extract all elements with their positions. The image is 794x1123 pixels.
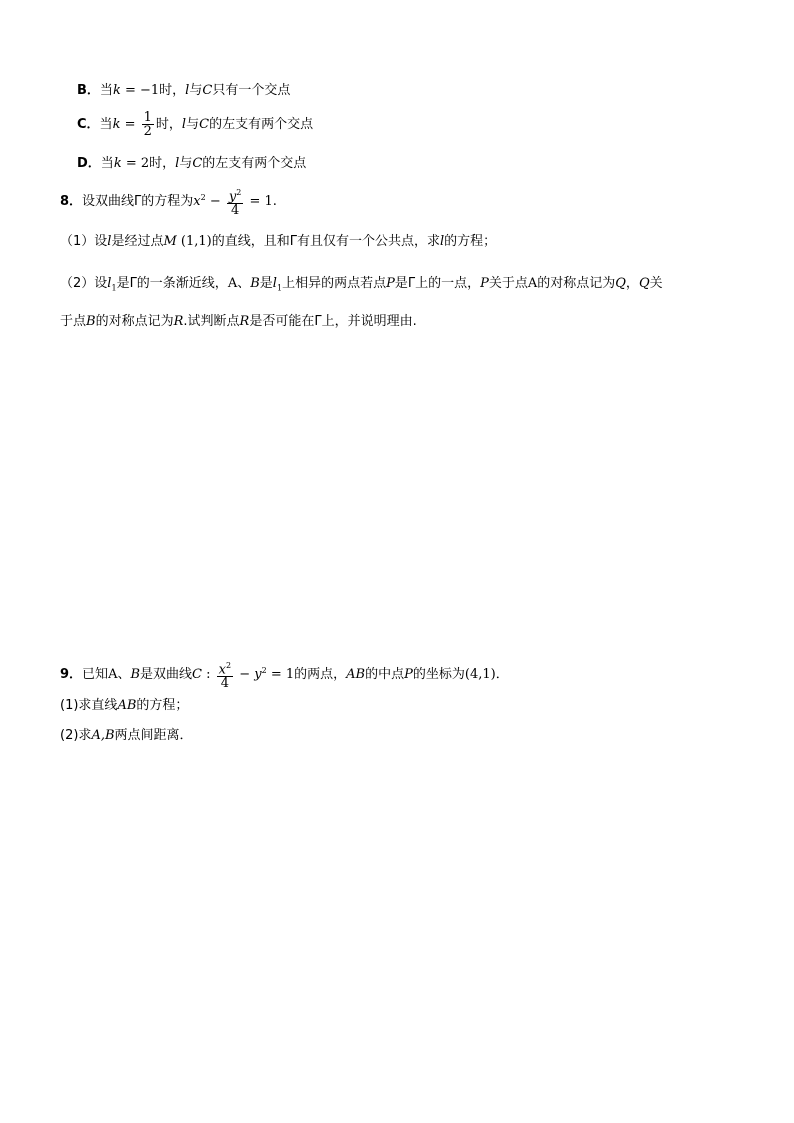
text: 是双曲线 bbox=[140, 667, 193, 683]
question-number: 8． bbox=[60, 194, 83, 210]
option-d-label: D． bbox=[77, 156, 101, 171]
math-exp: 2 bbox=[226, 661, 232, 670]
frac-num: 1 bbox=[143, 110, 152, 125]
part-label: (1) bbox=[60, 698, 79, 713]
math-eq: = −1 bbox=[120, 83, 160, 98]
math-r: R bbox=[173, 314, 184, 329]
text: 的左支有两个交点 bbox=[209, 117, 314, 132]
frac-den: 2 bbox=[143, 124, 152, 139]
text: 是Γ的一条渐近线， bbox=[116, 276, 228, 291]
math-point: (1,1) bbox=[176, 234, 212, 249]
question-8-part-2-cont bbox=[60, 313, 417, 331]
math-coord: (4,1) bbox=[464, 667, 496, 683]
math-ab: A,B bbox=[91, 728, 115, 743]
math-op: : bbox=[202, 667, 215, 683]
math-c: C bbox=[199, 117, 210, 132]
text: 设 bbox=[94, 234, 108, 249]
math-ab: AB bbox=[117, 698, 137, 713]
text: 的两点， bbox=[294, 667, 347, 683]
math-a: A bbox=[227, 276, 238, 291]
math-k: k bbox=[112, 83, 121, 98]
text: 当 bbox=[99, 117, 113, 132]
math-op: − bbox=[205, 194, 225, 210]
text: 关 bbox=[649, 276, 663, 291]
math-sub: 1 bbox=[111, 283, 117, 293]
math-x: x bbox=[193, 194, 201, 210]
text: 的中点 bbox=[365, 667, 405, 683]
text: 的方程； bbox=[136, 698, 189, 713]
math-c: C bbox=[192, 667, 202, 683]
option-b-label: B． bbox=[77, 83, 100, 98]
math-eq: = 1 bbox=[266, 667, 295, 683]
question-8-stem bbox=[60, 186, 277, 217]
math-c: C bbox=[202, 83, 213, 98]
option-c bbox=[77, 111, 313, 138]
option-b bbox=[77, 82, 290, 100]
text: 的左支有两个交点 bbox=[202, 156, 307, 171]
question-8-part-1 bbox=[60, 233, 496, 251]
math-op: − bbox=[235, 667, 255, 683]
question-number: 9． bbox=[60, 667, 83, 683]
question-9-stem bbox=[60, 659, 509, 690]
math-l: l bbox=[107, 276, 112, 291]
text: ． bbox=[495, 667, 509, 683]
text: ， bbox=[625, 276, 639, 291]
math-m: M bbox=[163, 234, 177, 249]
math-exp: 2 bbox=[236, 188, 242, 197]
math-sub: 1 bbox=[276, 283, 283, 293]
math-ab: AB bbox=[346, 667, 366, 683]
text: 已知 bbox=[82, 667, 109, 683]
fraction-one-half bbox=[142, 111, 154, 138]
frac-den: 4 bbox=[220, 676, 230, 692]
text: 与 bbox=[179, 156, 193, 171]
math-p: P bbox=[386, 276, 395, 291]
math-k: k bbox=[113, 156, 122, 171]
text: 上相异的两点若点 bbox=[282, 276, 387, 291]
text: 求 bbox=[78, 728, 92, 743]
math-a: A bbox=[527, 276, 538, 291]
math-eq: = 2 bbox=[121, 156, 150, 171]
option-d bbox=[77, 155, 306, 173]
math-q: Q bbox=[638, 276, 650, 291]
text: 的方程； bbox=[444, 234, 497, 249]
math-eq: = bbox=[120, 117, 140, 132]
text: 是否可能在Γ上，并说明理由. bbox=[249, 314, 417, 329]
text: 关于点 bbox=[488, 276, 528, 291]
text: 设双曲线Γ的方程为 bbox=[82, 194, 194, 210]
math-l: l bbox=[175, 156, 180, 171]
fraction-x2-over-4 bbox=[217, 659, 233, 690]
text: 、 bbox=[117, 667, 131, 683]
text: 当 bbox=[100, 156, 114, 171]
question-8-part-2 bbox=[60, 275, 663, 298]
part-label: (2) bbox=[60, 728, 79, 743]
math-l: l bbox=[272, 276, 277, 291]
math-l: l bbox=[107, 234, 112, 249]
question-9-part-1 bbox=[60, 697, 188, 715]
text: 与 bbox=[189, 83, 203, 98]
question-9-part-2 bbox=[60, 727, 193, 745]
text: 于点 bbox=[60, 314, 87, 329]
text: 与 bbox=[186, 117, 200, 132]
math-q: Q bbox=[615, 276, 626, 291]
math-exp: 2 bbox=[261, 665, 267, 675]
part-label: （1） bbox=[60, 234, 95, 249]
math-b: B bbox=[250, 276, 260, 291]
math-p: P bbox=[404, 667, 413, 683]
text: .试判断点 bbox=[183, 314, 240, 329]
text: 时， bbox=[149, 156, 176, 171]
math-a: A bbox=[108, 667, 118, 683]
text: 求直线 bbox=[78, 698, 118, 713]
math-exp: 2 bbox=[200, 192, 206, 202]
text: 是经过点 bbox=[111, 234, 164, 249]
part-label: （2） bbox=[60, 276, 95, 291]
text: 的坐标为 bbox=[412, 667, 465, 683]
text: 时， bbox=[155, 117, 182, 132]
option-c-label: C． bbox=[77, 117, 100, 132]
math-y: y bbox=[228, 189, 237, 205]
text: 两点间距离． bbox=[114, 728, 193, 743]
math-eq: = 1. bbox=[245, 194, 277, 210]
math-x: x bbox=[218, 662, 226, 678]
text: 的对称点记为 bbox=[537, 276, 616, 291]
text: 是Γ上的一点， bbox=[394, 276, 481, 291]
math-c: C bbox=[192, 156, 203, 171]
math-r: R bbox=[239, 314, 250, 329]
fraction-y2-over-4 bbox=[227, 186, 243, 217]
math-l: l bbox=[185, 83, 190, 98]
math-p: P bbox=[480, 276, 489, 291]
math-k: k bbox=[112, 117, 121, 132]
math-y: y bbox=[254, 667, 262, 683]
text: 设 bbox=[94, 276, 108, 291]
text: 、 bbox=[237, 276, 251, 291]
math-l: l bbox=[181, 117, 187, 132]
text: 是 bbox=[259, 276, 273, 291]
frac-den: 4 bbox=[230, 203, 240, 219]
math-l: l bbox=[440, 234, 445, 249]
text: 的对称点记为 bbox=[95, 314, 174, 329]
text: 的直线，且和Γ有且仅有一个公共点，求 bbox=[211, 234, 440, 249]
math-b: B bbox=[86, 314, 96, 329]
text: 只有一个交点 bbox=[212, 83, 291, 98]
math-b: B bbox=[130, 667, 141, 683]
text: 当 bbox=[99, 83, 113, 98]
text: 时， bbox=[159, 83, 186, 98]
